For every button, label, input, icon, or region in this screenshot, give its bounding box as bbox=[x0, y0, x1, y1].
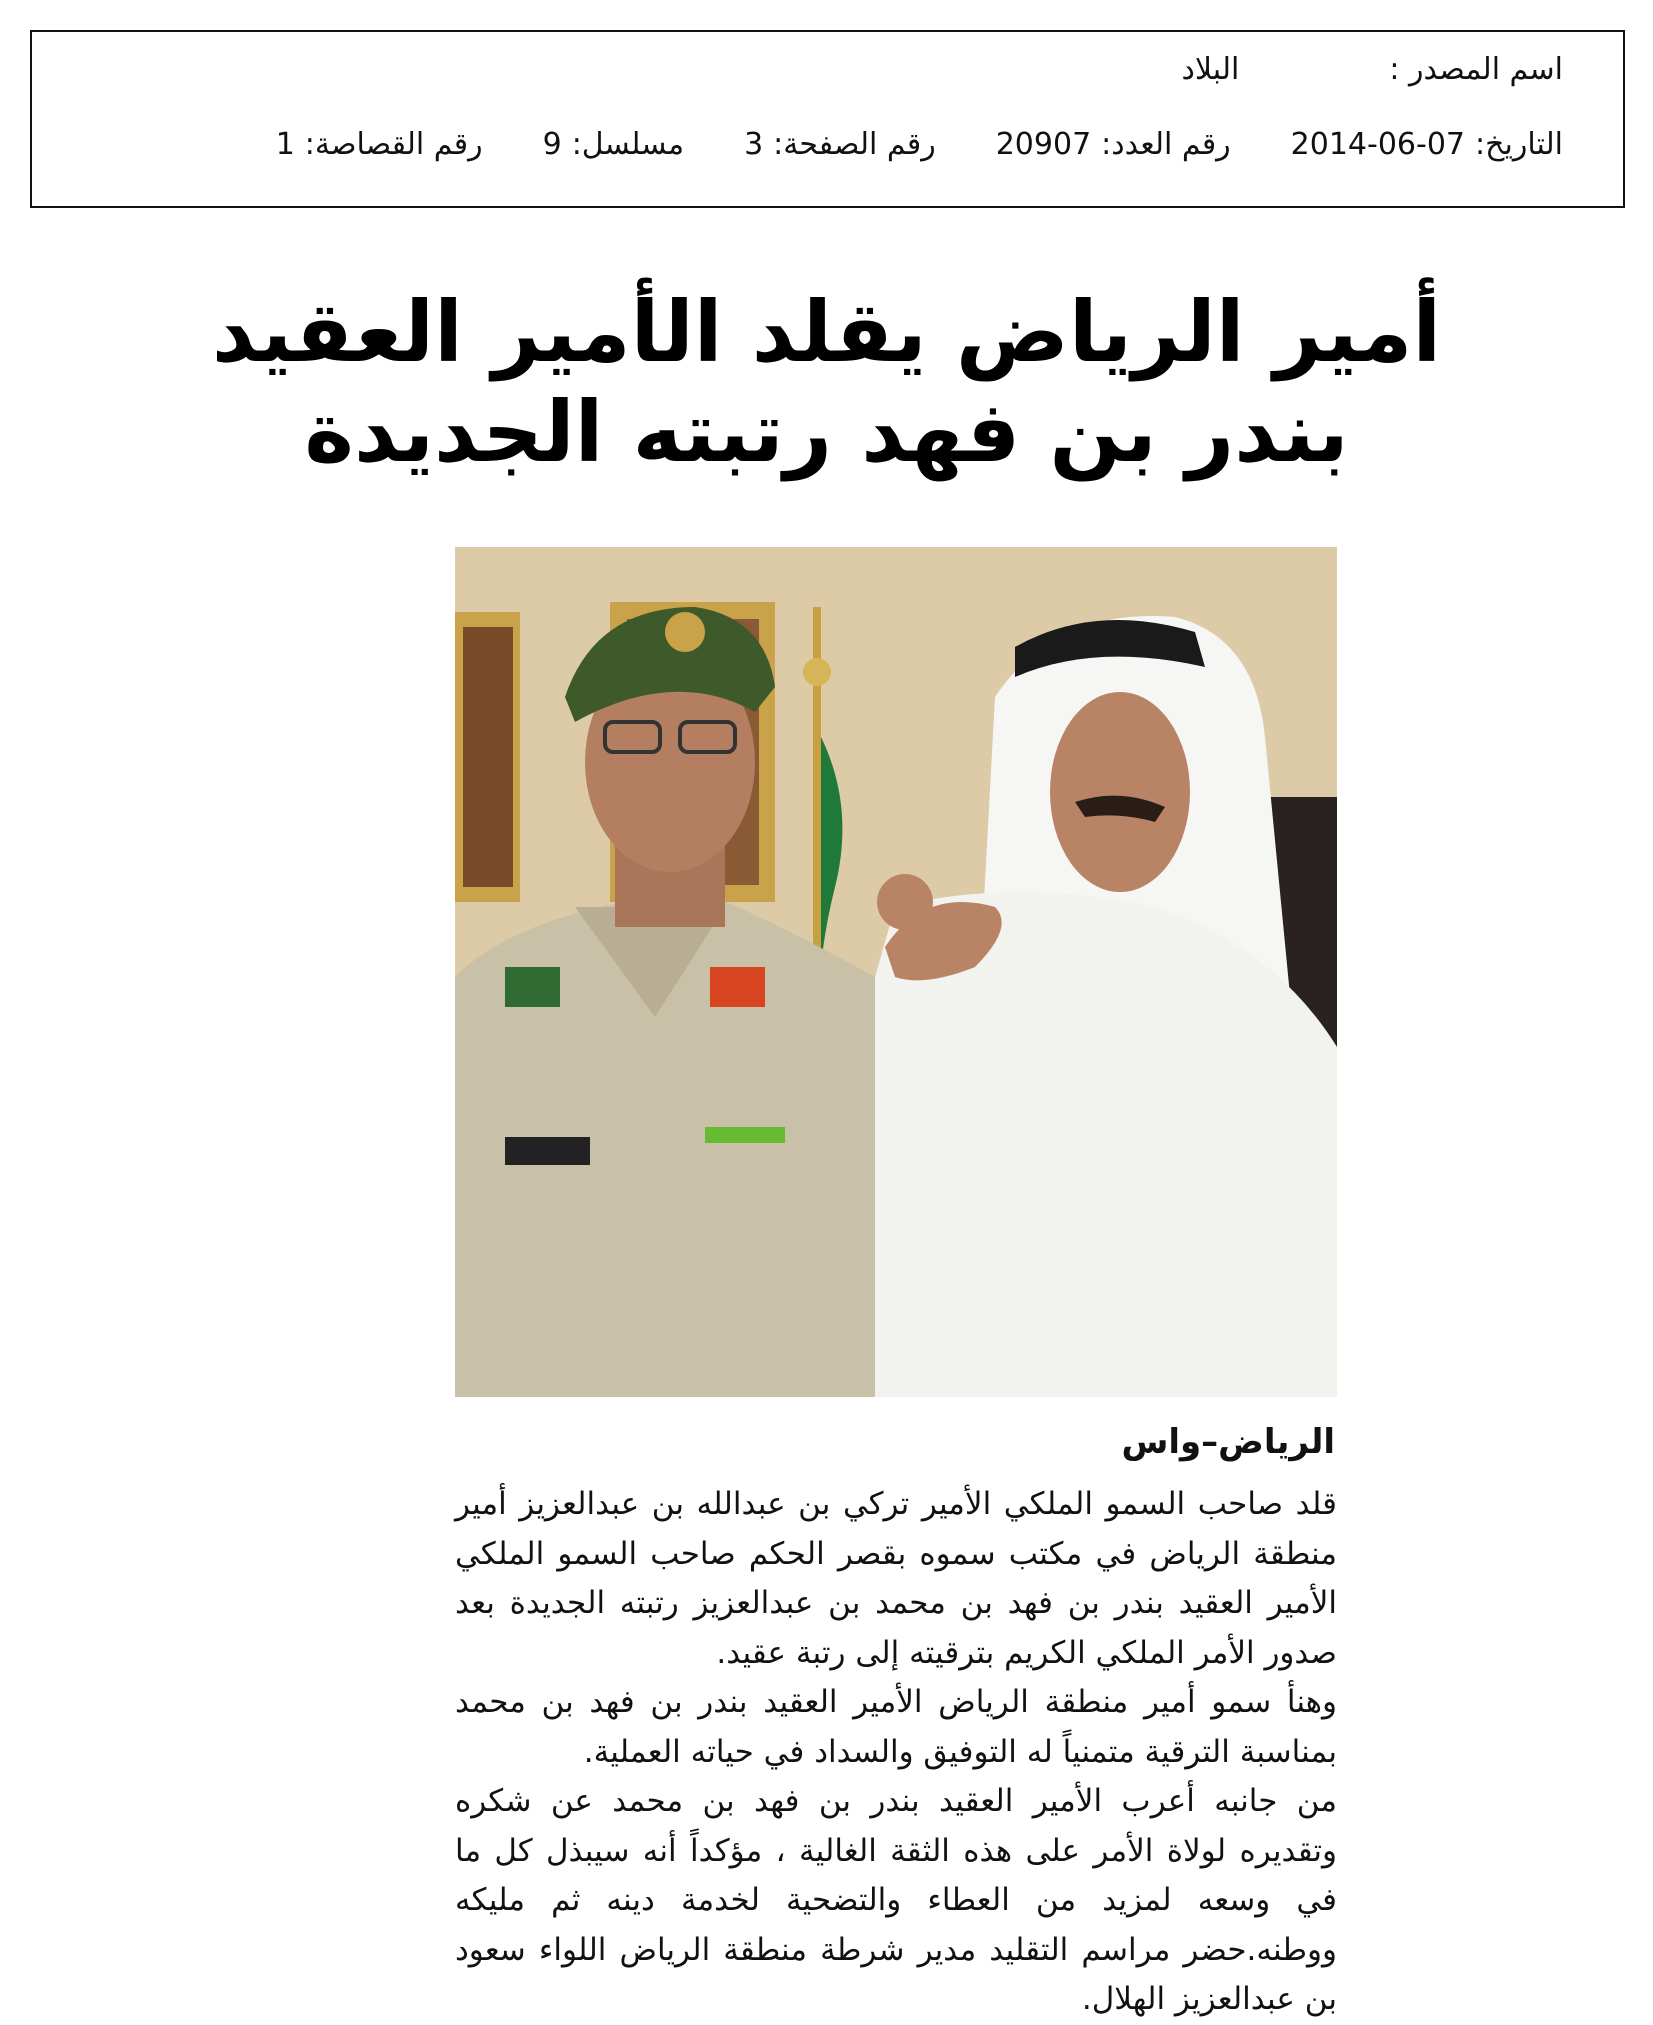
page-value: 3 bbox=[744, 127, 764, 162]
article-dateline: الرياض–واس bbox=[1121, 1422, 1335, 1462]
date-value: 2014-06-07 bbox=[1290, 127, 1466, 162]
meta-row bbox=[276, 127, 1563, 162]
headline-line-2: بندر بن فهد رتبته الجديدة bbox=[304, 383, 1349, 481]
issue-value: 20907 bbox=[995, 127, 1092, 162]
paragraph-1: قلد صاحب السمو الملكي الأمير تركي بن عبدالله بن عبدالعزيز أمير منطقة الرياض في مكتب سموه بقصر الحكم صاحب السمو الملكي الأمير العقيد بندر بن فهد بن محمد بن عبدالعزيز رتبته الجديدة بعد صدور الأمر الملكي الكريم بترقيته إلى رتبة عقيد. bbox=[455, 1486, 1337, 1671]
source-label: اسم المصدر : bbox=[1389, 52, 1563, 87]
headline-line-1: أمير الرياض يقلد الأمير العقيد bbox=[211, 283, 1442, 381]
clipping-header bbox=[30, 30, 1625, 208]
source-row bbox=[1182, 52, 1563, 87]
source-value: البلاد bbox=[1181, 52, 1240, 87]
date-label: التاريخ: bbox=[1475, 127, 1563, 162]
article-body bbox=[455, 1480, 1337, 2025]
page-label: رقم الصفحة: bbox=[773, 127, 936, 162]
article-photo bbox=[455, 547, 1337, 1397]
clipping-label: رقم القصاصة: bbox=[304, 127, 483, 162]
paragraph-3: من جانبه أعرب الأمير العقيد بندر بن فهد بن محمد عن شكره وتقديره لولاة الأمر على هذه الثقة الغالية ، مؤكداً أنه سيبذل كل ما في وسعه لمزيد من العطاء والتضحية لخدمة دينه ثم مليكه ووطنه.حضر مراسم التقليد مدير شرطة منطقة الرياض اللواء سعود بن عبدالعزيز الهلال. bbox=[455, 1783, 1337, 2017]
serial-value: 9 bbox=[542, 127, 562, 162]
issue-label: رقم العدد: bbox=[1101, 127, 1231, 162]
paragraph-2: وهنأ سمو أمير منطقة الرياض الأمير العقيد بندر بن فهد بن محمد بمناسبة الترقية متمنياً له التوفيق والسداد في حياته العملية. bbox=[455, 1684, 1337, 1770]
serial-label: مسلسل: bbox=[571, 127, 685, 162]
clipping-value: 1 bbox=[275, 127, 295, 162]
